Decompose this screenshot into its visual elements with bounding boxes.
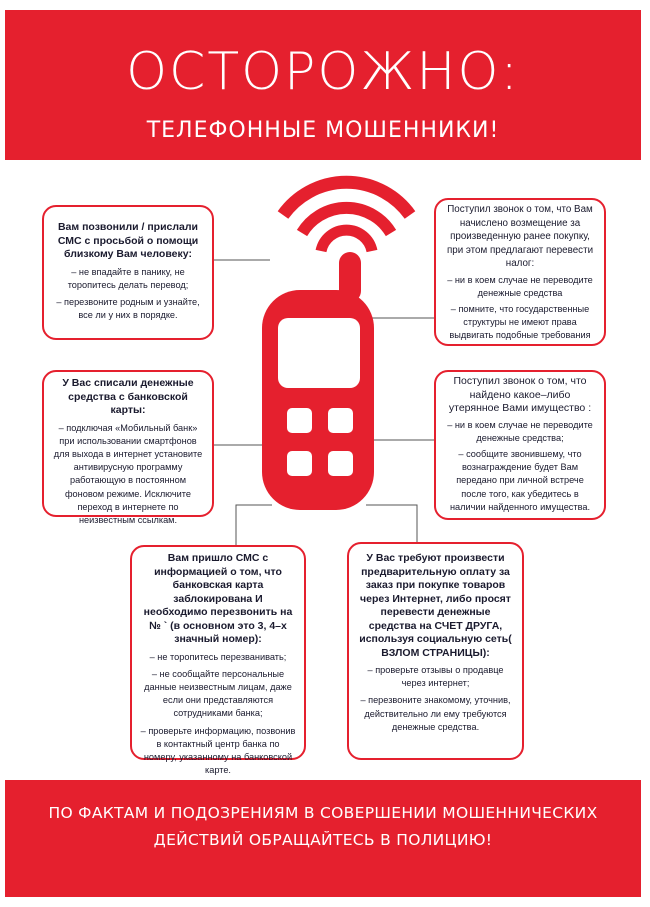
box-card-blocked-sms (130, 545, 306, 776)
footer-banner (5, 780, 641, 897)
box-item: – подключая «Мобильный банк» при использовании смартфонов для выхода в интернет установите антивирусную программу работающую в постоянном фоновом режиме. Исключите переход в интернете по неизвестным ссылкам. (53, 422, 203, 525)
box-item: – помните, что государственные структуры не имеют права выдвигать подобные требования (449, 303, 591, 341)
box-item: – ни в коем случае не переводите денежные средства; (447, 419, 593, 443)
box-refund-tax (434, 198, 606, 346)
box-heading: Вам позвонили / прислали СМС с просьбой о помощи близкому Вам человеку: (57, 221, 199, 260)
poster-title: ОСТОРОЖНО: (126, 42, 520, 102)
box-item: – не сообщайте персональные данные неизвестным лицам, даже если они представляются сотрудниками банка; (144, 668, 292, 719)
box-lost-property (434, 370, 606, 520)
box-online-prepayment (347, 542, 524, 760)
poster-subtitle: ТЕЛЕФОННЫЕ МОШЕННИКИ! (146, 118, 500, 143)
box-relative-help (42, 205, 214, 340)
box-heading: Поступил звонок о том, что Вам начислено возмещение за произведенную ранее покупку, при этом предлагают перевести налог: (446, 204, 594, 269)
signal-waves-icon (283, 182, 410, 251)
footer-text: ПО ФАКТАМ И ПОДОЗРЕНИЯМ В СОВЕРШЕНИИ МОШЕННИЧЕСКИХ ДЕЙСТВИЙ ОБРАЩАЙТЕСЬ В ПОЛИЦИЮ! (48, 804, 598, 849)
box-item: – сообщите звонившему, что вознаграждение будет Вам передано при личной встрече после того, как убедитесь в наличии найденного имущества. (449, 448, 591, 512)
box-item: – ни в коем случае не переводите денежные средства (447, 274, 593, 298)
box-item: – не впадайте в панику, не торопитесь делать перевод; (67, 266, 189, 290)
box-item: – перезвоните знакомому, уточнив, действительно ли ему требуются денежные средства. (360, 695, 511, 732)
box-item: – перезвоните родным и узнайте, все ли у них в порядке. (56, 296, 200, 321)
box-heading: У Вас списали денежные средства с банковской карты: (62, 377, 194, 416)
box-item: – проверьте отзывы о продавце через интернет; (367, 665, 504, 689)
box-heading: Поступил звонок о том, что найдено какое–либо утерянное Вами имущество : (448, 375, 592, 414)
box-item: – проверьте информацию, позвонив в контактный центр банка по номеру, указанному на банковской карте. (140, 725, 296, 776)
box-item: – не торопитесь перезванивать; (149, 651, 287, 662)
box-card-debit (42, 370, 214, 525)
box-heading: Вам пришло СМС с информацией о том, что банковская карта заблокирована И необходимо перезвонить на № ` (в основном это 3, 4–х значный номер): (143, 552, 293, 645)
box-heading: У Вас требуют произвести предварительную оплату за заказ при покупке товаров через Интернет, либо просят перевести денежные средства на СЧЕТ ДРУГА, используя социальную сеть( ВЗЛОМ СТРАНИЦЫ): (359, 552, 512, 659)
